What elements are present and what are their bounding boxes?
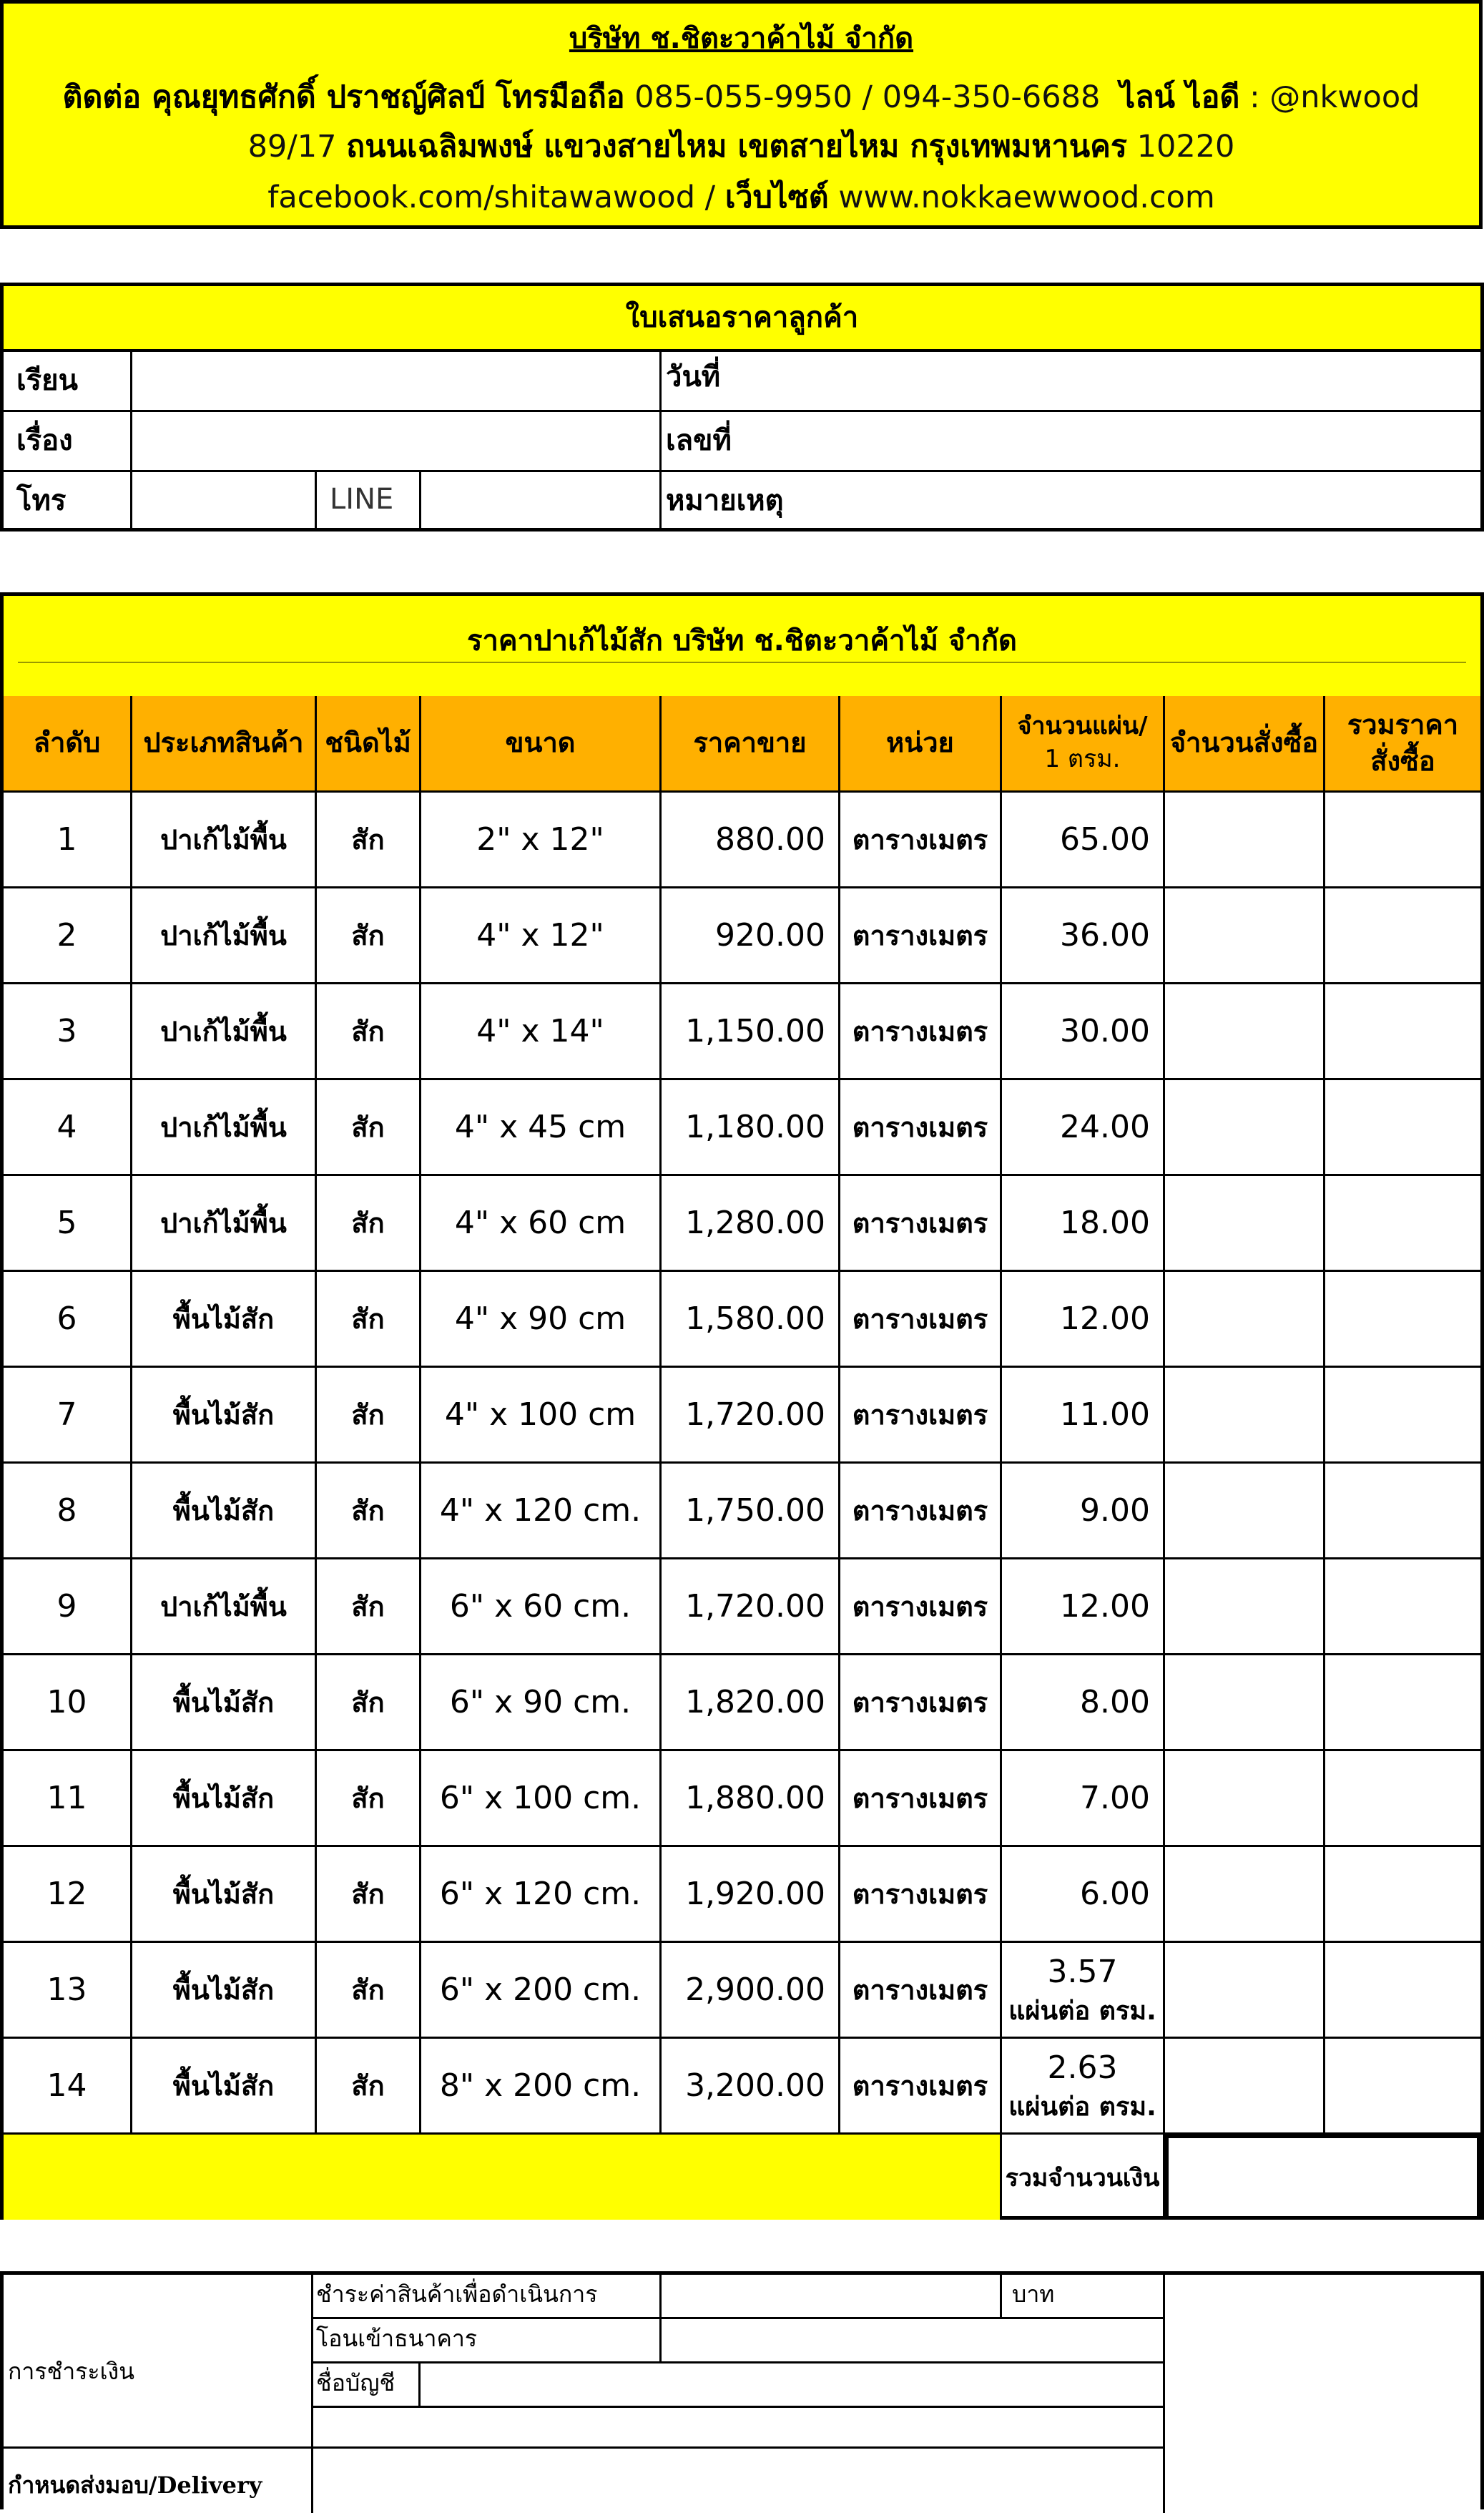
cell-product-type: พื้นไม้สัก: [132, 1655, 317, 1751]
cell-price: 1,820.00: [662, 1655, 840, 1751]
cell-total[interactable]: [1325, 1847, 1480, 1943]
cell-pcs-per-sqm: 9.00: [1002, 1464, 1165, 1559]
line-id-value: : @nkwood: [1249, 79, 1420, 115]
contact-line: [4, 72, 1479, 121]
pcs-value: 2.63: [1047, 2049, 1118, 2086]
cell-wood-type: สัก: [317, 1464, 421, 1559]
note-label: หมายเหตุ: [666, 484, 784, 517]
cell-wood-type: สัก: [317, 1272, 421, 1368]
cell-unit: ตารางเมตร: [840, 1272, 1002, 1368]
cell-no: 3: [4, 984, 132, 1080]
cell-no: 6: [4, 1272, 132, 1368]
quote-form-title: ใบเสนอราคาลูกค้า: [4, 286, 1480, 352]
price-table: [0, 592, 1484, 2220]
subject-label: เรื่อง: [4, 412, 132, 472]
bank-transfer-label: โอนเข้าธนาคาร: [313, 2319, 662, 2363]
cell-pcs-per-sqm: [1002, 1943, 1165, 2039]
cell-wood-type: สัก: [317, 1943, 421, 2039]
cell-no: 12: [4, 1847, 132, 1943]
cell-size: 6" x 60 cm.: [421, 1559, 662, 1655]
cell-order-qty[interactable]: [1165, 1080, 1325, 1176]
cell-size: 4" x 100 cm: [421, 1368, 662, 1464]
cell-total[interactable]: [1325, 2039, 1480, 2135]
cell-unit: ตารางเมตร: [840, 984, 1002, 1080]
cell-total[interactable]: [1325, 1272, 1480, 1368]
col-header-pcs-per-sqm: [1002, 696, 1165, 793]
payment-label: การชำระเงิน: [8, 2358, 135, 2385]
contact-label: ติดต่อ คุณยุทธศักดิ์ ปราชญ์ศิลป์ โทรมือถือ: [62, 79, 625, 115]
cell-wood-type: สัก: [317, 2039, 421, 2135]
currency-label: บาท: [1002, 2275, 1165, 2319]
cell-price: 1,280.00: [662, 1176, 840, 1272]
col-header-order-qty: จำนวนสั่งซื้อ: [1165, 696, 1325, 793]
line-label: LINE: [317, 472, 421, 531]
cell-product-type: พื้นไม้สัก: [132, 2039, 317, 2135]
cell-unit: ตารางเมตร: [840, 888, 1002, 984]
cell-order-qty[interactable]: [1165, 1464, 1325, 1559]
payment-label-cell: [4, 2275, 313, 2449]
total-row-fill: [4, 2135, 1002, 2220]
cell-wood-type: สัก: [317, 1751, 421, 1847]
cell-price: 1,750.00: [662, 1464, 840, 1559]
phone-field[interactable]: [132, 472, 317, 531]
cell-total[interactable]: [1325, 1751, 1480, 1847]
col-header-total: [1325, 696, 1480, 793]
cell-unit: ตารางเมตร: [840, 2039, 1002, 2135]
cell-size: 6" x 200 cm.: [421, 1943, 662, 2039]
cell-unit: ตารางเมตร: [840, 793, 1002, 888]
cell-product-type: ปาเก้ไม้พื้น: [132, 1176, 317, 1272]
cell-total[interactable]: [1325, 1176, 1480, 1272]
cell-order-qty[interactable]: [1165, 1368, 1325, 1464]
total-amount-field[interactable]: [1165, 2135, 1480, 2220]
cell-size: 6" x 90 cm.: [421, 1655, 662, 1751]
price-table-title: ราคาปาเก้ไม้สัก บริษัท ช.ชิตะวาค้าไม้ จำกัด: [466, 624, 1018, 657]
cell-size: 8" x 200 cm.: [421, 2039, 662, 2135]
cell-price: 1,880.00: [662, 1751, 840, 1847]
cell-no: 11: [4, 1751, 132, 1847]
cell-pcs-per-sqm: 18.00: [1002, 1176, 1165, 1272]
cell-no: 2: [4, 888, 132, 984]
col-header-pcs-line1: จำนวนแผ่น/: [1017, 712, 1148, 741]
web-line: [4, 172, 1479, 221]
cell-price: 1,180.00: [662, 1080, 840, 1176]
cell-order-qty[interactable]: [1165, 793, 1325, 888]
col-header-wood-type: ชนิดไม้: [317, 696, 421, 793]
cell-order-qty[interactable]: [1165, 1751, 1325, 1847]
cell-product-type: พื้นไม้สัก: [132, 1943, 317, 2039]
cell-pcs-per-sqm: 7.00: [1002, 1751, 1165, 1847]
customer-quote-form: [0, 283, 1484, 531]
cell-product-type: ปาเก้ไม้พื้น: [132, 984, 317, 1080]
cell-wood-type: สัก: [317, 1847, 421, 1943]
cell-unit: ตารางเมตร: [840, 1368, 1002, 1464]
cell-wood-type: สัก: [317, 1655, 421, 1751]
cell-product-type: ปาเก้ไม้พื้น: [132, 888, 317, 984]
cell-order-qty[interactable]: [1165, 1559, 1325, 1655]
cell-price: 2,900.00: [662, 1943, 840, 2039]
price-table-title-bar: [4, 596, 1480, 696]
cell-order-qty[interactable]: [1165, 984, 1325, 1080]
cell-price: 920.00: [662, 888, 840, 984]
cell-order-qty[interactable]: [1165, 1272, 1325, 1368]
address-text: ถนนเฉลิมพงษ์ แขวงสายไหม เขตสายไหม กรุงเทพมหานคร: [346, 129, 1127, 165]
bank-transfer-field[interactable]: [662, 2319, 1165, 2363]
cell-pcs-per-sqm: 11.00: [1002, 1368, 1165, 1464]
delivery-label: กำหนดส่งมอบ/Delivery: [8, 2472, 262, 2499]
cell-price: 880.00: [662, 793, 840, 888]
company-header: [0, 0, 1483, 229]
cell-order-qty[interactable]: [1165, 1176, 1325, 1272]
cell-total[interactable]: [1325, 1655, 1480, 1751]
address-line: [4, 122, 1479, 170]
cell-pcs-per-sqm: 8.00: [1002, 1655, 1165, 1751]
cell-size: 4" x 90 cm: [421, 1272, 662, 1368]
cell-no: 9: [4, 1559, 132, 1655]
cell-order-qty[interactable]: [1165, 1655, 1325, 1751]
cell-size: 4" x 120 cm.: [421, 1464, 662, 1559]
pcs-value: 3.57: [1047, 1953, 1118, 1990]
cell-no: 10: [4, 1655, 132, 1751]
cell-wood-type: สัก: [317, 1559, 421, 1655]
cell-size: 4" x 12": [421, 888, 662, 984]
pcs-note: แผ่นต่อ ตรม.: [1008, 2092, 1156, 2122]
cell-product-type: พื้นไม้สัก: [132, 1847, 317, 1943]
cell-wood-type: สัก: [317, 1176, 421, 1272]
cell-total[interactable]: [1325, 984, 1480, 1080]
cell-price: 1,720.00: [662, 1368, 840, 1464]
cell-unit: ตารางเมตร: [840, 1464, 1002, 1559]
col-header-size: ขนาด: [421, 696, 662, 793]
cell-no: 13: [4, 1943, 132, 2039]
cell-no: 4: [4, 1080, 132, 1176]
cell-wood-type: สัก: [317, 984, 421, 1080]
cell-total[interactable]: [1325, 793, 1480, 888]
cell-pcs-per-sqm: 6.00: [1002, 1847, 1165, 1943]
cell-price: 1,150.00: [662, 984, 840, 1080]
col-header-unit: หน่วย: [840, 696, 1002, 793]
col-header-no: ลำดับ: [4, 696, 132, 793]
cell-unit: ตารางเมตร: [840, 1080, 1002, 1176]
cell-product-type: พื้นไม้สัก: [132, 1751, 317, 1847]
cell-wood-type: สัก: [317, 1080, 421, 1176]
col-header-pcs-line2: 1 ตรม.: [1044, 745, 1121, 773]
cell-pcs-per-sqm: 30.00: [1002, 984, 1165, 1080]
cell-total[interactable]: [1325, 1368, 1480, 1464]
cell-pcs-per-sqm: 36.00: [1002, 888, 1165, 984]
cell-price: 1,920.00: [662, 1847, 840, 1943]
website-link[interactable]: www.nokkaewwood.com: [838, 180, 1215, 215]
cell-pcs-per-sqm: [1002, 2039, 1165, 2135]
col-header-price: ราคาขาย: [662, 696, 840, 793]
cell-price: 1,580.00: [662, 1272, 840, 1368]
subject-field[interactable]: [132, 412, 662, 472]
account-name-field[interactable]: [421, 2363, 1165, 2408]
cell-order-qty[interactable]: [1165, 888, 1325, 984]
number-label: เลขที่: [666, 424, 732, 457]
cell-unit: ตารางเมตร: [840, 1176, 1002, 1272]
cell-product-type: ปาเก้ไม้พื้น: [132, 1080, 317, 1176]
cell-pcs-per-sqm: 12.00: [1002, 1559, 1165, 1655]
delivery-field[interactable]: [313, 2449, 1165, 2513]
cell-size: 2" x 12": [421, 793, 662, 888]
cell-unit: ตารางเมตร: [840, 1655, 1002, 1751]
title-underline: [18, 662, 1466, 663]
cell-size: 6" x 100 cm.: [421, 1751, 662, 1847]
cell-price: 3,200.00: [662, 2039, 840, 2135]
pay-for-goods-label: ชำระค่าสินค้าเพื่อดำเนินการ: [313, 2275, 662, 2319]
col-header-product-type: ประเภทสินค้า: [132, 696, 317, 793]
date-label: วันที่: [666, 361, 721, 393]
cell-unit: ตารางเมตร: [840, 1847, 1002, 1943]
cell-order-qty[interactable]: [1165, 1847, 1325, 1943]
cell-no: 14: [4, 2039, 132, 2135]
cell-no: 8: [4, 1464, 132, 1559]
cell-product-type: พื้นไม้สัก: [132, 1368, 317, 1464]
line-field[interactable]: [421, 472, 662, 531]
cell-product-type: ปาเก้ไม้พื้น: [132, 1559, 317, 1655]
cell-product-type: พื้นไม้สัก: [132, 1272, 317, 1368]
pcs-note: แผ่นต่อ ตรม.: [1008, 1997, 1156, 2027]
pay-amount-field[interactable]: [662, 2275, 1002, 2319]
cell-total[interactable]: [1325, 1464, 1480, 1559]
note-field[interactable]: [662, 472, 1484, 531]
company-name: บริษัท ช.ชิตะวาค้าไม้ จำกัด: [569, 22, 914, 55]
address-postcode: 10220: [1136, 129, 1235, 165]
address-number: 89/17: [247, 129, 337, 165]
number-field[interactable]: [662, 412, 1484, 472]
website-label: เว็บไซต์: [724, 180, 829, 215]
cell-total[interactable]: [1325, 1943, 1480, 2039]
cell-unit: ตารางเมตร: [840, 1943, 1002, 2039]
cell-no: 1: [4, 793, 132, 888]
col-header-total-line1: รวมราคา: [1347, 708, 1459, 740]
cell-size: 4" x 14": [421, 984, 662, 1080]
payment-signature-cell[interactable]: [1165, 2275, 1480, 2513]
cell-unit: ตารางเมตร: [840, 1751, 1002, 1847]
cell-unit: ตารางเมตร: [840, 1559, 1002, 1655]
date-field[interactable]: [662, 352, 1484, 412]
total-amount-label: รวมจำนวนเงิน: [1002, 2135, 1165, 2220]
to-field[interactable]: [132, 352, 662, 412]
cell-pcs-per-sqm: 24.00: [1002, 1080, 1165, 1176]
account-name-label: ชื่อบัญชี: [313, 2363, 421, 2408]
delivery-label-cell: [4, 2449, 313, 2513]
cell-order-qty[interactable]: [1165, 2039, 1325, 2135]
facebook-link[interactable]: facebook.com/shitawawood /: [267, 180, 716, 215]
cell-no: 5: [4, 1176, 132, 1272]
cell-product-type: พื้นไม้สัก: [132, 1464, 317, 1559]
line-id-label: ไลน์ ไอดี: [1119, 79, 1240, 115]
cell-no: 7: [4, 1368, 132, 1464]
cell-total[interactable]: [1325, 1559, 1480, 1655]
cell-size: 6" x 120 cm.: [421, 1847, 662, 1943]
cell-pcs-per-sqm: 12.00: [1002, 1272, 1165, 1368]
cell-size: 4" x 45 cm: [421, 1080, 662, 1176]
cell-total[interactable]: [1325, 888, 1480, 984]
cell-total[interactable]: [1325, 1080, 1480, 1176]
cell-size: 4" x 60 cm: [421, 1176, 662, 1272]
col-header-total-line2: สั่งซื้อ: [1370, 745, 1435, 777]
phone-numbers: 085-055-9950 / 094-350-6688: [634, 79, 1101, 115]
cell-product-type: ปาเก้ไม้พื้น: [132, 793, 317, 888]
cell-wood-type: สัก: [317, 1368, 421, 1464]
cell-order-qty[interactable]: [1165, 1943, 1325, 2039]
phone-label: โทร: [4, 472, 132, 531]
cell-price: 1,720.00: [662, 1559, 840, 1655]
payment-notes-field[interactable]: [313, 2408, 1165, 2449]
payment-section: [0, 2271, 1484, 2509]
cell-pcs-per-sqm: 65.00: [1002, 793, 1165, 888]
cell-wood-type: สัก: [317, 888, 421, 984]
to-label: เรียน: [4, 352, 132, 412]
cell-wood-type: สัก: [317, 793, 421, 888]
